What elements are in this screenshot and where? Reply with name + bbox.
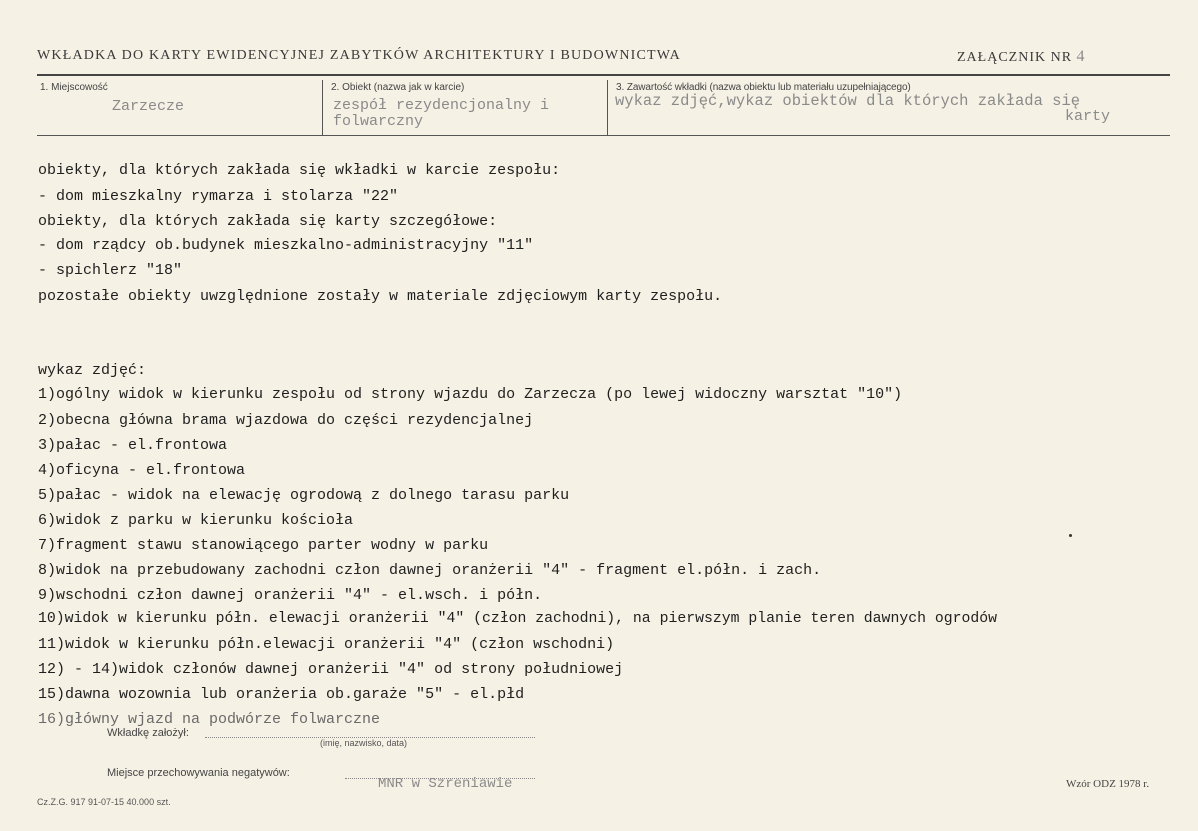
annex-number: 4 xyxy=(1076,48,1086,65)
photo-item: 6)widok z parku w kierunku kościoła xyxy=(38,512,354,529)
content-value-line2: karty xyxy=(1065,108,1111,125)
content-value-line1: wykaz zdjęć,wykaz obiektów dla których zakłada się xyxy=(615,92,1081,110)
photo-item: 5)pałac - widok na elewację ogrodową z dolnego tarasu parku xyxy=(38,487,570,504)
storage-label: Miejsce przechowywania negatywów: xyxy=(107,767,290,779)
form-title: WKŁADKA DO KARTY EWIDENCYJNEJ ZABYTKÓW ARCHITEKTURY I BUDOWNICTWA xyxy=(37,48,681,63)
photo-item: 2)obecna główna brama wjazdowa do części rezydencjalnej xyxy=(38,412,534,429)
objects-line-3: obiekty, dla których zakłada się karty szczegółowe: xyxy=(38,213,498,230)
locality-label: 1. Miejscowość xyxy=(40,82,108,93)
created-by-hint: (imię, nazwisko, data) xyxy=(320,738,408,748)
form-template: Wzór ODZ 1978 r. xyxy=(1066,778,1150,790)
objects-line-5: - spichlerz "18" xyxy=(38,262,183,279)
photos-heading: wykaz zdjęć: xyxy=(38,362,147,379)
field-divider-1 xyxy=(322,80,323,135)
photo-item: 15)dawna wozownia lub oranżeria ob.garaże "5" - el.płd xyxy=(38,686,525,703)
photo-item: 11)widok w kierunku półn.elewacji oranżerii "4" (człon wschodni) xyxy=(38,636,615,653)
photo-item: 10)widok w kierunku półn. elewacji oranżerii "4" (człon zachodni), na pierwszym planie teren dawnych ogrodów xyxy=(38,611,997,627)
object-value-line1: zespół rezydencjonalny i xyxy=(333,97,550,114)
object-label: 2. Obiekt (nazwa jak w karcie) xyxy=(331,82,465,93)
photo-item: 9)wschodni człon dawnej oranżerii "4" - el.wsch. i półn. xyxy=(38,587,543,604)
objects-line-2: - dom mieszkalny rymarza i stolarza "22" xyxy=(38,188,399,205)
object-value-line2: folwarczny xyxy=(333,113,424,130)
storage-value: MNR w Szreniawie xyxy=(378,776,513,792)
objects-line-6: pozostałe obiekty uwzględnione zostały w materiale zdjęciowym karty zespołu. xyxy=(38,288,723,305)
header-top-rule xyxy=(37,74,1170,76)
objects-line-4: - dom rządcy ob.budynek mieszkalno-administracyjny "11" xyxy=(38,237,534,254)
photo-item: 3)pałac - el.frontowa xyxy=(38,437,228,454)
photo-item: 16)główny wjazd na podwórze folwarczne xyxy=(38,711,381,728)
locality-value: Zarzecze xyxy=(112,98,185,115)
photo-item: 12) - 14)widok członów dawnej oranżerii "4" od strony południowej xyxy=(38,661,624,678)
content-label: 3. Zawartość wkładki (nazwa obiektu lub materiału uzupełniającego) xyxy=(616,82,911,93)
photo-item: 7)fragment stawu stanowiącego parter wodny w parku xyxy=(38,537,489,554)
annex-label-group xyxy=(957,48,1086,66)
annex-label: ZAŁĄCZNIK NR xyxy=(957,50,1073,65)
photo-item: 1)ogólny widok w kierunku zespołu od strony wjazdu do Zarzecza (po lewej widoczny warsztat "10") xyxy=(38,386,903,403)
paper-speck xyxy=(1069,534,1072,537)
print-code: Cz.Z.G. 917 91-07-15 40.000 szt. xyxy=(37,797,171,807)
field-divider-2 xyxy=(607,80,608,135)
photo-item: 4)oficyna - el.frontowa xyxy=(38,462,246,479)
photo-item: 8)widok na przebudowany zachodni człon dawnej oranżerii "4" - fragment el.półn. i zach. xyxy=(38,562,822,579)
header-bottom-rule xyxy=(37,135,1170,136)
created-by-label: Wkładkę założył: xyxy=(107,727,189,739)
objects-line-1: obiekty, dla których zakłada się wkładki w karcie zespołu: xyxy=(38,162,561,179)
